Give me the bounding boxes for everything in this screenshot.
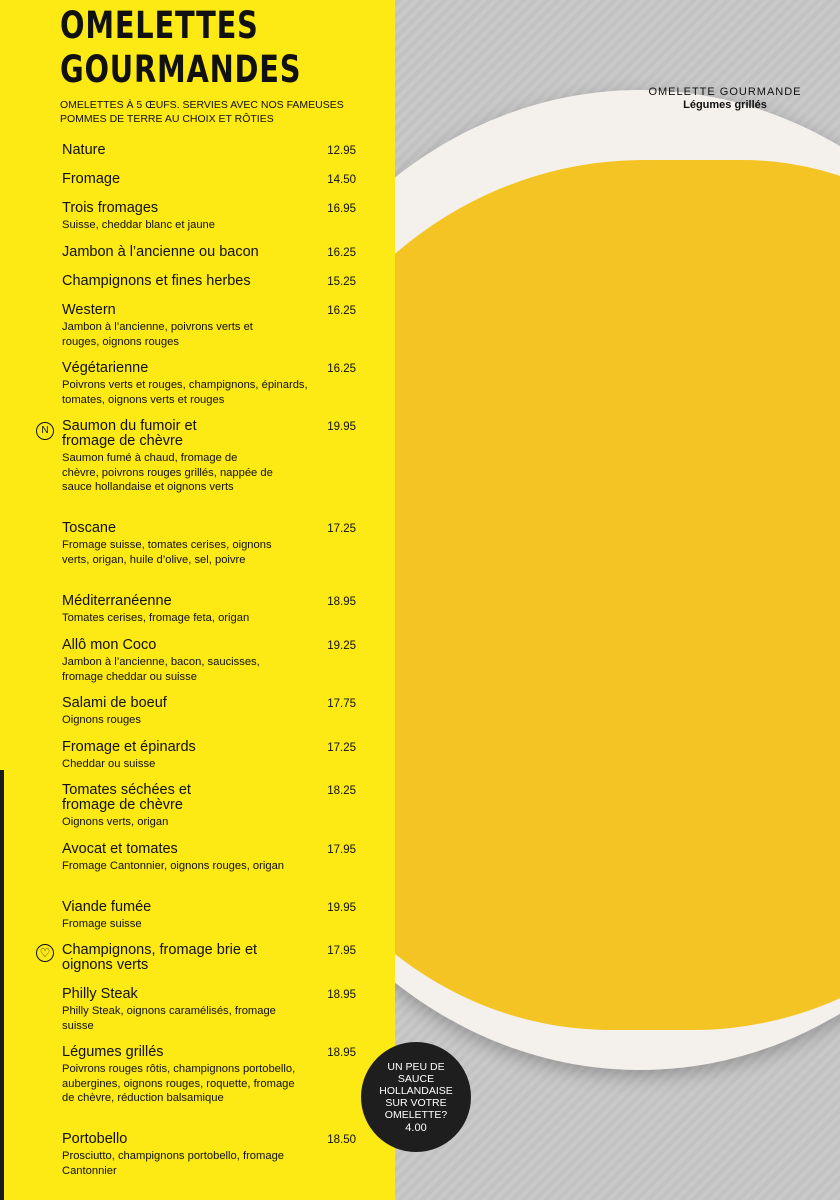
- item-name: Viande fumée: [62, 899, 152, 915]
- menu-item: [62, 638, 362, 684]
- menu-item: [62, 303, 362, 349]
- item-name: Champignons, fromage brie et oignons verts: [62, 942, 258, 973]
- item-price: 18.95: [327, 1047, 356, 1059]
- item-price: 17.75: [327, 698, 356, 710]
- item-price: 16.25: [327, 305, 356, 317]
- item-description: Prosciutto, champignons portobello, fromage Cantonnier: [62, 1150, 285, 1177]
- item-name: Saumon du fumoir et fromage de chèvre: [62, 418, 197, 449]
- menu-title-line2: GOURMANDES: [60, 48, 302, 91]
- menu-item: [62, 172, 362, 187]
- item-description: Poivrons rouges rôtis, champignons portobello, aubergines, oignons rouges, roquette, fromage de chèvre, réduction balsamique: [62, 1063, 296, 1105]
- item-price: 17.95: [327, 844, 356, 856]
- photo-caption-subtitle: Légumes grillés: [683, 99, 767, 111]
- n-icon: N: [36, 422, 54, 440]
- item-name: Légumes grillés: [62, 1044, 164, 1060]
- item-description: Jambon à l’ancienne, bacon, saucisses, fromage cheddar ou suisse: [62, 656, 260, 683]
- item-description: Fromage Cantonnier, oignons rouges, origan: [62, 860, 285, 872]
- menu-item: [62, 842, 362, 874]
- item-name: Salami de boeuf: [62, 695, 167, 711]
- item-price: 18.95: [327, 989, 356, 1001]
- item-price: 18.25: [327, 785, 356, 797]
- badge-price: 4.00: [405, 1121, 427, 1134]
- item-price: 19.95: [327, 902, 356, 914]
- item-name: Méditerranéenne: [62, 593, 172, 609]
- item-price: 16.25: [327, 247, 356, 259]
- menu-item: [62, 783, 362, 830]
- badge-text: UN PEU DE SAUCE HOLLANDAISE SUR VOTRE OMELETTE?: [379, 1060, 453, 1121]
- menu-item: [62, 987, 362, 1033]
- menu-title-line1: OMELETTES: [60, 4, 259, 47]
- menu-item: [62, 740, 362, 772]
- menu-item: [62, 943, 362, 973]
- item-price: 15.25: [327, 276, 356, 288]
- item-description: Fromage suisse: [62, 918, 142, 930]
- menu-item: [62, 274, 362, 289]
- item-price: 17.25: [327, 523, 356, 535]
- item-price: 18.50: [327, 1134, 356, 1146]
- item-name: Champignons et fines herbes: [62, 273, 251, 289]
- menu-item: [62, 1132, 362, 1178]
- item-price: 17.25: [327, 742, 356, 754]
- item-description: Philly Steak, oignons caramélisés, fromage suisse: [62, 1005, 276, 1032]
- item-price: 19.25: [327, 640, 356, 652]
- menu-item: [62, 521, 362, 567]
- item-description: Oignons rouges: [62, 714, 141, 726]
- item-name: Portobello: [62, 1131, 128, 1147]
- item-name: Fromage: [62, 171, 121, 187]
- item-name: Nature: [62, 142, 106, 158]
- menu-item: [62, 245, 362, 260]
- menu-item: [62, 143, 362, 158]
- photo-caption-title: OMELETTE GOURMANDE: [648, 86, 802, 98]
- menu-item: [62, 1045, 362, 1106]
- hollandaise-badge: [361, 1042, 471, 1152]
- photo-caption: [645, 86, 805, 111]
- item-description: Suisse, cheddar blanc et jaune: [62, 219, 215, 231]
- menu-item: [62, 419, 362, 495]
- item-description: Oignons verts, origan: [62, 816, 169, 828]
- item-price: 19.95: [327, 421, 356, 433]
- item-name: Végétarienne: [62, 360, 149, 376]
- item-name: Western: [62, 302, 116, 318]
- menu-item: [62, 900, 362, 932]
- menu-item: [62, 361, 362, 407]
- item-name: Trois fromages: [62, 200, 159, 216]
- menu-item: [62, 696, 362, 728]
- item-description: Cheddar ou suisse: [62, 758, 156, 770]
- item-name: Tomates séchées et fromage de chèvre: [62, 782, 191, 813]
- menu-title: [60, 4, 317, 92]
- item-price: 17.95: [327, 945, 356, 957]
- item-price: 16.95: [327, 203, 356, 215]
- item-description: Fromage suisse, tomates cerises, oignons verts, origan, huile d’olive, sel, poivre: [62, 539, 272, 566]
- item-price: 16.25: [327, 363, 356, 375]
- item-name: Philly Steak: [62, 986, 138, 1002]
- item-name: Jambon à l’ancienne ou bacon: [62, 244, 259, 260]
- item-name: Avocat et tomates: [62, 841, 178, 857]
- menu-subtitle: OMELETTES À 5 ŒUFS. SERVIES AVEC NOS FAMEUSES POMMES DE TERRE AU CHOIX ET RÔTIES: [60, 99, 344, 125]
- item-name: Allô mon Coco: [62, 637, 157, 653]
- item-description: Poivrons verts et rouges, champignons, épinards, tomates, oignons verts et rouges: [62, 379, 308, 406]
- heart-icon: ♡: [36, 944, 54, 962]
- item-description: Saumon fumé à chaud, fromage de chèvre, poivrons rouges grillés, nappée de sauce hollandaise et oignons verts: [62, 452, 273, 494]
- panel-edge: [0, 770, 4, 1200]
- item-name: Fromage et épinards: [62, 739, 196, 755]
- item-description: Jambon à l’ancienne, poivrons verts et rouges, oignons rouges: [62, 321, 253, 348]
- item-price: 18.95: [327, 596, 356, 608]
- item-price: 12.95: [327, 145, 356, 157]
- item-price: 14.50: [327, 174, 356, 186]
- item-description: Tomates cerises, fromage feta, origan: [62, 612, 250, 624]
- menu-item: [62, 594, 362, 626]
- menu-item: [62, 201, 362, 233]
- item-name: Toscane: [62, 520, 117, 536]
